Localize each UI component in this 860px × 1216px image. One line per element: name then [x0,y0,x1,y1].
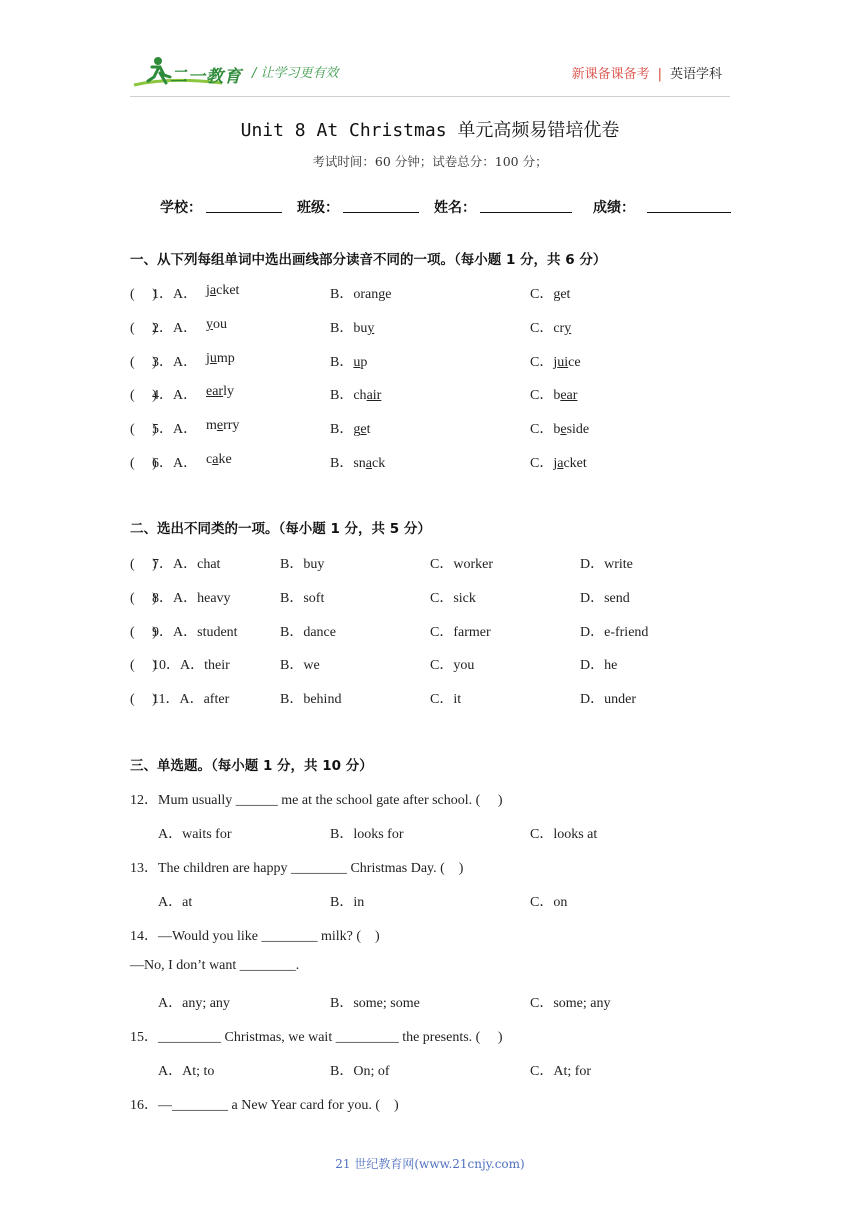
q15-option-a: A．At; to [158,1064,215,1079]
section-1-heading: 一、从下列每组单词中选出画线部分读音不同的一项。（每小题 1 分，共 6 分） [130,252,607,268]
q15-option-b: B．On; of [330,1064,390,1079]
slogan: / 让学习更有效 [252,66,339,81]
question-number [152,688,229,708]
option-c-label: C． [530,355,554,370]
q12-option-b: B．looks for [330,827,404,842]
option-c [530,351,581,371]
option-a [206,384,234,400]
option-c-part: et [560,287,571,302]
option-c: C．you [430,658,475,673]
option-b [330,283,391,303]
option-d: D．he [580,658,618,673]
option-c: C．farmer [430,625,491,640]
option-c-part: cr [553,321,565,336]
option-b: B．dance [280,625,336,640]
option-b-label: B． [330,422,354,437]
question-12: 12．Mum usually ______ me at the school gate after school. ( ) [130,793,503,808]
question-number-label: 9．A． [152,625,198,640]
option-b [330,317,374,337]
class-blank [343,212,419,213]
option-c-label: C． [530,321,554,336]
option-a-part: c [206,452,213,467]
option-d: D．write [580,557,633,572]
question-16: 16．—________ a New Year card for you. ( ) [130,1098,399,1113]
option-b-part: e [385,287,392,302]
option-a [206,418,239,434]
option-c-part: side [566,422,590,437]
question-number-label: 7．A． [152,557,198,572]
option-b-underlined-part: y [367,321,375,336]
option-a-part: j [206,351,210,366]
option-a-part: mp [216,351,235,366]
option-c-underlined-part: e [560,422,567,437]
option-b: B．buy [280,557,325,572]
option-c-label: C． [530,422,554,437]
option-a-part: ke [218,452,232,467]
option-a-underlined-part: ear [206,384,224,399]
option-a [206,351,235,367]
option-c [530,384,577,404]
question-13: 13．The children are happy ________ Christmas Day. ( ) [130,861,464,876]
option-c: C．sick [430,591,476,606]
option-a [206,317,227,333]
option-b-part: ck [372,456,386,471]
option-b-underlined-part: u [353,355,361,370]
q13-option-c: C．on [530,895,568,910]
q12-option-a: A．waits for [158,827,232,842]
q12-option-c: C．looks at [530,827,598,842]
option-a: heavy [197,591,231,606]
option-a-part: cket [216,283,240,298]
question-14-reply: —No, I don’t want ________. [130,958,300,973]
footer-source: 21 世纪教育网(www.21cnjy.com) [335,1157,525,1171]
option-b: B．soft [280,591,325,606]
option-a-underlined-part: u [209,351,217,366]
option-c [530,418,589,438]
option-c [530,283,570,303]
question-14: 14．—Would you like ________ milk? ( ) [130,929,380,944]
q15-option-c: C．At; for [530,1064,592,1079]
option-a [206,283,239,299]
question-number: 4．A． [152,388,198,403]
option-b-label: B． [330,321,354,336]
option-a-underlined-part: y [206,317,213,332]
page-title: Unit 8 At Christmas 单元高频易错培优卷 [240,120,620,141]
option-c: C．it [430,692,462,707]
option-a-underlined-part: e [216,418,224,433]
question-number: 2．A． [152,321,198,336]
q14-option-b: B．some; some [330,996,420,1011]
option-c-label: C． [530,388,554,403]
logo-text: 二一教育 [170,67,242,87]
section-3-heading: 三、单选题。（每小题 1 分，共 10 分） [130,758,373,774]
option-b-part: sn [353,456,366,471]
score-blank [647,212,731,213]
option-c-label: C． [530,287,554,302]
option-c-part: j [553,355,558,370]
option-b [330,351,367,371]
q13-option-a: A．at [158,895,193,910]
option-a-part: ly [223,384,234,399]
option-c-underlined-part: a [557,456,564,471]
option-c [530,452,587,472]
option-b: B．behind [280,692,342,707]
option-b-underlined-part: a [365,456,373,471]
header-divider [130,96,730,97]
option-b-part: p [360,355,368,370]
option-a-part: rry [223,418,240,433]
answer-paren: ( ) [130,456,157,471]
q13-option-b: B．in [330,895,365,910]
name-label: 姓名： [434,200,476,216]
header-separator: | [657,67,662,82]
option-a-underlined-part: a [209,283,217,298]
answer-paren: ( ) [130,287,157,302]
section-2-heading: 二、选出不同类的一项。（每小题 1 分，共 5 分） [130,521,431,537]
option-d: D．send [580,591,630,606]
option-d: D．under [580,692,636,707]
option-b-part: t [366,422,371,437]
option-c-part: cket [563,456,587,471]
option-b-part: g [353,422,361,437]
option-c-part: ce [568,355,581,370]
option-b-underlined-part: e [360,422,367,437]
option-a: after [203,692,230,707]
question-number [152,654,230,674]
option-b-label: B． [330,287,354,302]
option-a-part: j [206,283,210,298]
option-b-label: B． [330,388,354,403]
school-blank [206,212,282,213]
school-label: 学校： [160,200,202,216]
option-b-part: bu [353,321,368,336]
option-a: student [197,625,238,640]
header-label-subject: 英语学科 [669,67,722,82]
option-b [330,384,381,404]
question-number: 3．A． [152,355,198,370]
option-c: C．worker [430,557,493,572]
answer-paren: ( ) [130,355,157,370]
option-c-underlined-part: g [553,287,561,302]
option-c-underlined-part: ear [560,388,578,403]
option-a: their [204,658,230,673]
option-c-underlined-part: y [564,321,572,336]
option-c [530,317,571,337]
q14-option-c: C．some; any [530,996,611,1011]
option-d: D．e-friend [580,625,649,640]
answer-paren: ( ) [130,321,157,336]
exam-info: 考试时间：60 分钟；试卷总分：100 分； [312,154,548,169]
option-b-underlined-part: g [378,287,386,302]
option-b-label: B． [330,456,354,471]
option-b [330,452,385,472]
option-a [206,452,232,468]
name-blank [480,212,572,213]
option-b [330,418,370,438]
question-number: 6．A． [152,456,198,471]
answer-paren: ( ) [130,658,157,673]
question-number: 5．A． [152,422,198,437]
option-c-part: b [553,388,561,403]
option-a-part: ou [213,317,227,332]
question-number [152,553,220,573]
answer-paren: ( ) [130,557,157,572]
answer-paren: ( ) [130,625,157,640]
question-number: 1．A． [152,287,198,302]
question-number [152,587,231,607]
score-label: 成绩： [593,200,635,216]
question-15: 15．_________ Christmas, we wait _________ the presents. ( ) [130,1030,503,1045]
q14-option-a: A．any; any [158,996,230,1011]
option-c-part: j [553,456,558,471]
option-a-underlined-part: a [212,452,219,467]
header-subject [572,63,722,82]
option-c-label: C． [530,456,554,471]
option-b-label: B． [330,355,354,370]
option-b-underlined-part: air [366,388,382,403]
header-label-course: 新课备课备考 [571,67,650,82]
option-b: B．we [280,658,320,673]
option-b-part: oran [353,287,379,302]
answer-paren: ( ) [130,422,157,437]
option-c-part: b [553,422,561,437]
option-a: chat [197,557,221,572]
answer-paren: ( ) [130,692,157,707]
question-number-label: 11．A． [152,692,204,707]
option-b-part: ch [353,388,367,403]
question-number [152,621,238,641]
question-number-label: 10．A． [152,658,205,673]
question-number-label: 8．A． [152,591,198,606]
option-a-part: m [206,418,217,433]
answer-paren: ( ) [130,591,157,606]
answer-paren: ( ) [130,388,157,403]
class-label: 班级： [297,200,339,216]
option-c-underlined-part: ui [557,355,569,370]
